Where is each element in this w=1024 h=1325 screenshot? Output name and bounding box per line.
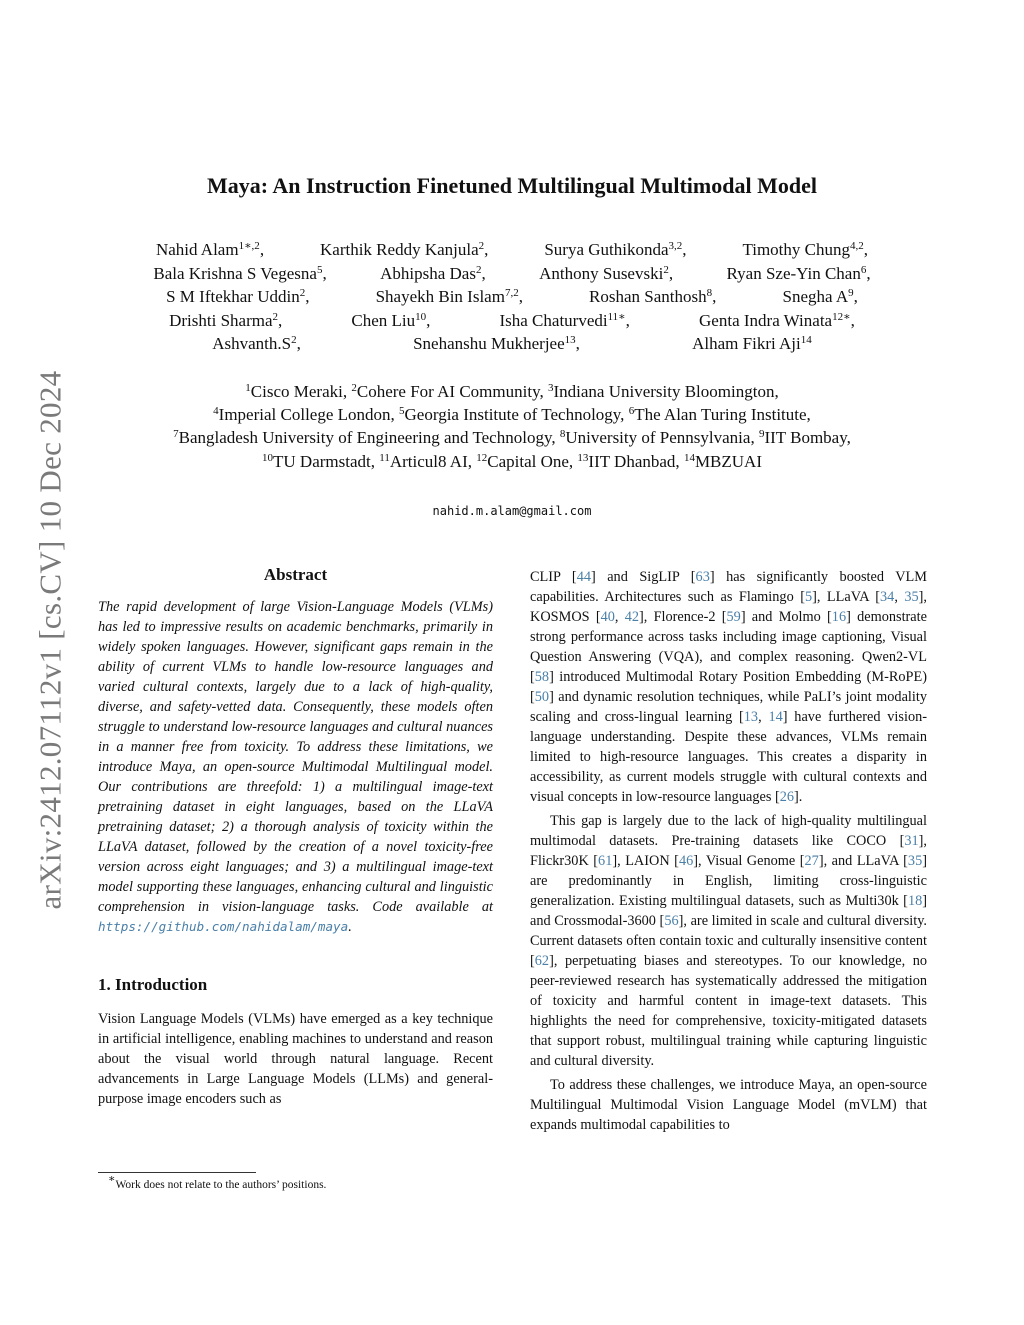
affiliation-number: 13 (577, 451, 589, 464)
affiliation-name: Capital One, (487, 451, 578, 471)
author-affiliation-mark: 11∗ (607, 310, 626, 323)
affiliation-number: 11 (379, 451, 390, 464)
author-row (100, 332, 924, 356)
author-affiliation-mark: 6 (860, 263, 867, 276)
affiliation-number: 3 (547, 382, 554, 394)
paragraph-text: ], and LLaVA [ (818, 853, 908, 869)
affiliation-number: 2 (351, 382, 357, 394)
affiliation-line (90, 380, 934, 403)
introduction-heading: 1. Introduction (98, 975, 208, 994)
affiliation-block (90, 380, 934, 473)
citation-link[interactable]: 58 (534, 669, 550, 685)
author-affiliation-mark: 2 (663, 263, 669, 276)
right-column (530, 567, 927, 1135)
affiliation-line (90, 450, 934, 473)
affiliation-number: 6 (628, 405, 635, 418)
affiliation-name: University of Pennsylvania, (565, 428, 759, 448)
footnote-text: Work does not relate to the authors’ positions. (115, 1179, 327, 1191)
author-row (100, 309, 924, 333)
affiliation-name: IIT Bombay, (764, 428, 851, 448)
author-name: Snehanshu Mukherjee$^{13}$, (413, 334, 580, 353)
affiliation-line (90, 403, 934, 426)
author-name: Surya Guthikonda$^{3,2}$, (544, 240, 687, 259)
author-name: Alham Fikri Aji$^{14}$ (692, 334, 812, 353)
paragraph-text: Vision Language Models (VLMs) have emerged as a key technique in artificial intelligence, enabling machines to understand and reason about the visual world through natural language. Recent advancements in Large Language Models (LLMs) and general-purpose image encoders such as (98, 1011, 493, 1107)
author-block (100, 238, 924, 356)
author-affiliation-mark: 2 (291, 334, 297, 346)
author-name: Karthik Reddy Kanjula$^2$, (320, 240, 489, 259)
abstract-body: The rapid development of large Vision-Language Models (VLMs) has led to impressive results on academic benchmarks, primarily in widely spoken languages. However, significant gaps remain in the ability of current VLMs to handle low-resource languages and varied cultural contexts, largely due to a lack of high-quality, diverse, and safety-vetted data. Consequently, these models often struggle to understand low-resource languages and cultural nuances in a manner free from toxicity. To address these limitations, we introduce Maya, an open-source Multimodal Multilingual model. Our contributions are threefold: 1) a multilingual image-text pretraining dataset in eight languages, based on the LLaVA pretraining dataset; 2) a thorough analysis of toxicity within the LLaVA dataset, followed by the creation of a novel toxicity-free version across eight languages; and 3) a multilingual image-text model supporting these languages, enhancing cultural and linguistic comprehension in vision-language tasks. Code available at (98, 599, 493, 915)
citation-link[interactable]: 62 (534, 953, 550, 969)
author-row (100, 285, 924, 309)
author-name: Drishti Sharma$^2$, (169, 310, 283, 330)
author-affiliation-mark: 10 (415, 310, 427, 323)
affiliation-name: Bangladesh University of Engineering and Technology, (178, 428, 560, 448)
affiliation-number: 7 (173, 428, 179, 441)
author-name: Timothy Chung$^{4,2}$, (742, 240, 868, 259)
author-name: Ryan Sze-Yin Chan$^6$, (726, 263, 871, 283)
paragraph-text: ] and SigLIP [ (590, 569, 696, 585)
paragraph-text: ], KOSMOS [ (530, 589, 928, 625)
citation-link[interactable]: 50 (534, 689, 550, 705)
affiliation-number: 1 (245, 382, 251, 394)
author-affiliation-mark: 2 (272, 310, 279, 323)
author-name: Chen Liu$^{10}$, (351, 310, 431, 330)
citation-link[interactable]: 31 (904, 833, 919, 849)
abstract-heading: Abstract (263, 565, 328, 584)
citation-link[interactable]: 40 (600, 609, 615, 625)
citation-link[interactable]: 14 (768, 709, 783, 725)
arxiv-sidebar (28, 335, 72, 945)
intro-paragraph (530, 811, 927, 1071)
author-name: Anthony Susevski$^2$, (539, 263, 674, 283)
paragraph-text: ], are limited in scale and cultural diversity. Current datasets often contain toxic and culturally insensitive content [ (530, 913, 927, 969)
citation-link[interactable]: 13 (743, 709, 759, 725)
paragraph-text: ], Flickr30K [ (530, 833, 927, 869)
author-affiliation-mark: 3,2 (668, 240, 683, 252)
paragraph-text: ] has significantly boosted VLM capabilities. Architectures such as Flamingo [ (530, 569, 927, 605)
abstract-text (98, 597, 493, 937)
citation-link[interactable]: 34 (880, 589, 895, 605)
affiliation-name: TU Darmstadt, (273, 451, 380, 471)
citation-link[interactable]: 18 (907, 893, 923, 909)
affiliation-name: MBZUAI (694, 451, 762, 471)
abstract-end: . (348, 919, 352, 935)
affiliation-name: Cisco Meraki, (250, 382, 352, 401)
affiliation-line (90, 426, 934, 449)
author-name: Isha Chaturvedi$^{11∗}$, (499, 310, 630, 330)
author-affiliation-mark: 9 (848, 287, 854, 299)
author-name: Abhipsha Das$^2$, (380, 263, 486, 283)
paragraph-text: ] demonstrate strong performance across tasks including image captioning, Visual Question Answering (VQA), and complex reasoning. Qwen2-VL [ (530, 609, 927, 685)
arxiv-identifier: arXiv:2412.07112v1 [cs.CV] 10 Dec 2024 (32, 370, 68, 910)
paragraph-text: ]. (794, 789, 803, 805)
left-column (98, 565, 493, 1109)
author-affiliation-mark: 12∗ (832, 310, 851, 323)
author-name: Shayekh Bin Islam$^{7,2}$, (375, 287, 523, 306)
affiliation-number: 12 (476, 451, 488, 464)
affiliation-number: 4 (213, 405, 219, 418)
affiliation-name: Cohere For AI Community, (356, 382, 548, 401)
citation-link[interactable]: 44 (576, 569, 591, 585)
paragraph-text: CLIP [ (530, 569, 577, 585)
citation-link[interactable]: 59 (726, 609, 741, 625)
author-affiliation-mark: 2 (475, 263, 482, 276)
footnote-mark: ∗ (108, 1173, 116, 1185)
author-affiliation-mark: 2 (299, 287, 306, 299)
citation-link[interactable]: 46 (678, 853, 694, 869)
footnote-rule (98, 1172, 256, 1173)
paragraph-text: ] and Crossmodal-3600 [ (530, 893, 927, 929)
affiliation-name: Imperial College London, (218, 405, 400, 425)
contact-email[interactable]: nahid.m.alam@gmail.com (432, 504, 592, 518)
author-name: S M Iftekhar Uddin$^2$, (166, 287, 310, 306)
affiliation-number: 9 (758, 428, 765, 441)
paragraph-text: , (894, 589, 905, 605)
citation-link[interactable]: 5 (804, 589, 813, 605)
citation-link[interactable]: 35 (907, 853, 923, 869)
paragraph-text: , (758, 709, 769, 725)
author-name: Nahid Alam$^{1∗,2}$, (155, 240, 265, 259)
author-name: Genta Indra Winata$^{12∗}$, (699, 310, 855, 330)
paragraph-text: ], LAION [ (612, 853, 679, 869)
intro-paragraph (530, 1075, 927, 1135)
affiliation-name: Georgia Institute of Technology, (404, 405, 629, 425)
author-name: Snegha $A^9$, (782, 287, 858, 306)
paragraph-text: To address these challenges, we introduce Maya, an open-source Multilingual Multimodal Vision Language Model (mVLM) that expands multimodal capabilities to (530, 1077, 927, 1133)
affiliation-name: Indiana University Bloomington, (553, 382, 779, 401)
paragraph-text: This gap is largely due to the lack of high-quality multilingual multimodal datasets. Pre-training datasets like COCO [ (530, 813, 927, 849)
author-affiliation-mark: 5 (316, 263, 323, 276)
affiliation-name: IIT Dhanbad, (588, 451, 684, 471)
affiliation-number: 10 (262, 451, 273, 464)
paragraph-text: , (614, 609, 625, 625)
author-affiliation-mark: 8 (706, 287, 713, 299)
citation-link[interactable]: 35 (904, 589, 919, 605)
author-name: Roshan Santhosh$^8$, (589, 287, 717, 306)
citation-link[interactable]: 63 (695, 569, 710, 585)
author-affiliation-mark: 4,2 (850, 240, 864, 252)
author-row (100, 262, 924, 286)
author-affiliation-mark: 2 (478, 240, 485, 252)
paragraph-text: ], perpetuating biases and stereotypes. To our knowledge, no peer-reviewed research has systematically addressed the mitigation of toxicity and harmful content in image-text datasets. This highlights the need for comprehensive, toxicity-mitigated datasets that support robust, multilingual training while capturing linguistic and cultural diversity. (530, 953, 927, 1069)
footnote (108, 1173, 327, 1191)
intro-paragraph (98, 1009, 493, 1109)
intro-paragraph (530, 567, 927, 807)
author-row (100, 238, 924, 262)
affiliation-name: Articul8 AI, (389, 451, 477, 471)
paragraph-text: ] and dynamic resolution techniques, while PaLI’s joint modality scaling and cross-lingual learning [ (530, 689, 927, 725)
citation-link[interactable]: 61 (598, 853, 613, 869)
paragraph-text: ], Visual Genome [ (693, 853, 805, 869)
paragraph-text: ] and Molmo [ (740, 609, 832, 625)
paragraph-text: ] are predominantly in English, limiting cross-linguistic generalization. Existing multilingual datasets, such as Multi30k [ (530, 853, 927, 909)
paper-title: Maya: An Instruction Finetuned Multilingual Multimodal Model (207, 173, 817, 198)
citation-link[interactable]: 56 (664, 913, 679, 929)
affiliation-number: 5 (399, 405, 405, 418)
author-affiliation-mark: 14 (800, 334, 812, 346)
author-affiliation-mark: 13 (564, 334, 576, 346)
affiliation-number: 14 (683, 451, 695, 464)
citation-link[interactable]: 26 (779, 789, 795, 805)
author-name: $Ashvanth.S^2$, (212, 334, 301, 353)
paragraph-text: ] introduced Multimodal Rotary Position Embedding (M-RoPE) [ (530, 669, 927, 705)
citation-link[interactable]: 42 (624, 609, 639, 625)
citation-link[interactable]: 27 (804, 853, 819, 869)
code-link[interactable]: https://github.com/nahidalam/maya (98, 919, 349, 934)
affiliation-name: The Alan Turing Institute, (634, 405, 811, 425)
affiliation-number: 8 (559, 428, 566, 441)
author-affiliation-mark: 1∗,2 (238, 240, 260, 252)
citation-link[interactable]: 16 (831, 609, 847, 625)
paragraph-text: ], Florence-2 [ (639, 609, 727, 625)
author-name: Bala Krishna S Vegesna$^5$, (153, 263, 327, 283)
paragraph-text: ] have furthered vision-language understanding. Despite these advances, VLMs remain limited to high-resource languages. This creates a disparity in accessibility, as current models struggle with cultural contexts and visual concepts in low-resource languages [ (530, 709, 927, 805)
author-affiliation-mark: 7,2 (504, 287, 519, 299)
paragraph-text: ], LLaVA [ (812, 589, 881, 605)
